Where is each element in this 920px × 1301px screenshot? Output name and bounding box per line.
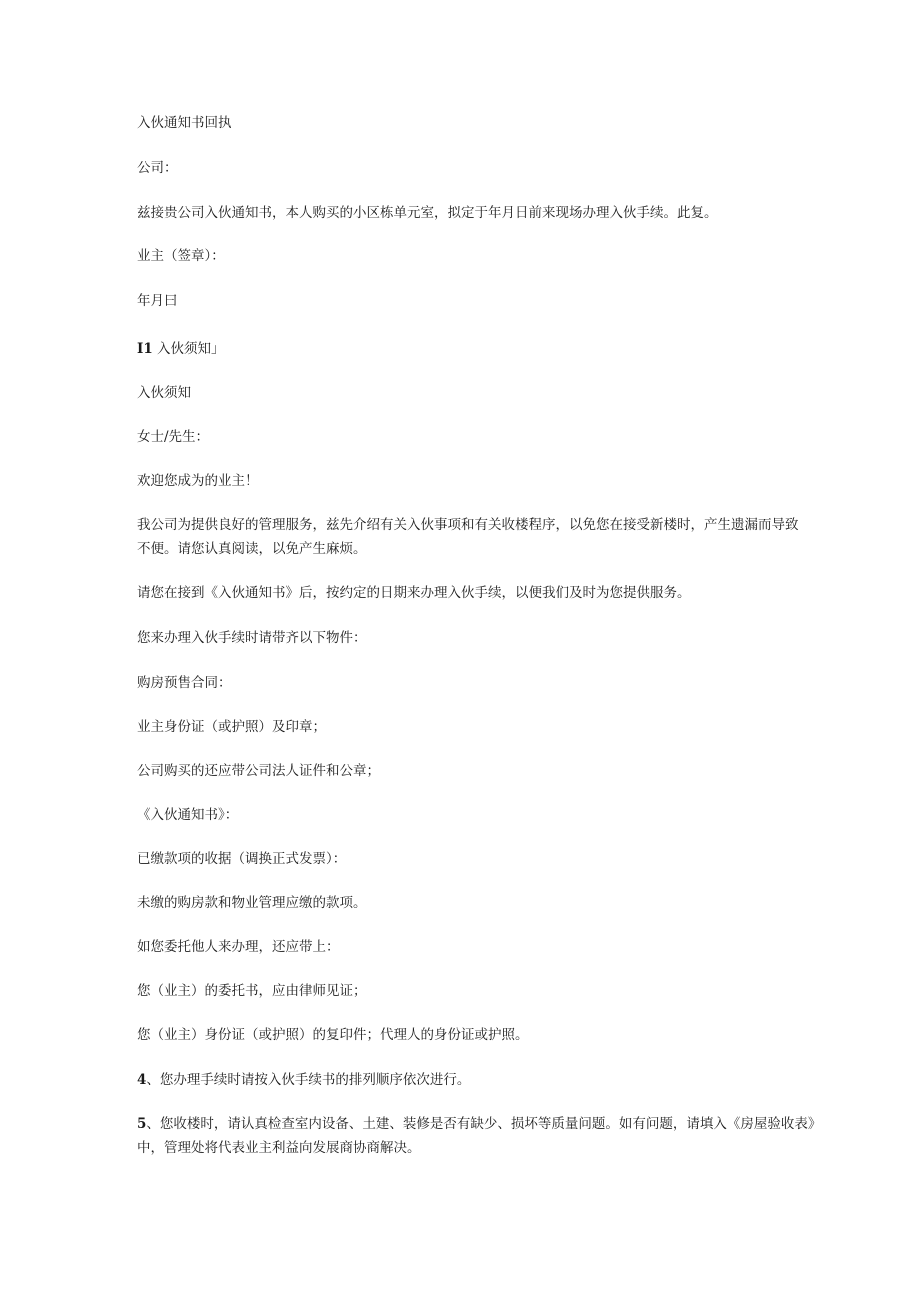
date-line: 年月曰: [137, 293, 178, 309]
items-intro: 您来办理入伙手续时请带齐以下物件：: [137, 630, 367, 646]
receipt-body: 兹接贵公司入伙通知书，本人购买的小区栋单元室，拟定于年月日前来现场办理入伙手续。此复。: [137, 205, 718, 221]
intro-paragraph-line-2: 不便。请您认真阅读，以免产生麻烦。: [137, 541, 367, 557]
list-item: 已缴款项的收据（调换正式发票）：: [137, 851, 347, 867]
list-item: 业主身份证（或护照）及印章；: [137, 719, 326, 735]
point-4-number: 4: [137, 1072, 147, 1088]
receipt-title: 入伙通知书回执: [137, 115, 232, 131]
list-item: 《入伙通知书》：: [137, 807, 239, 823]
delegate-list-item: 您（业主）的委托书，应由律师见证；: [137, 983, 367, 999]
section-marker: I1: [137, 341, 153, 357]
point-4: [137, 1069, 787, 1091]
list-item: 公司购买的还应带公司法人证件和公章；: [137, 763, 380, 779]
owner-signature-line: 业主（签章）：: [137, 248, 225, 264]
salutation: 女士/先生：: [137, 429, 210, 445]
list-item: 购房预售合同：: [137, 675, 232, 691]
notice-title: 入伙须知: [137, 385, 191, 401]
instruction-paragraph: 请您在接到《入伙通知书》后，按约定的日期来办理入伙手续，以便我们及时为您提供服务。: [137, 585, 691, 601]
point-5-line-1: [137, 1113, 822, 1135]
section-heading-text: 入伙须知」: [157, 341, 225, 357]
intro-paragraph-line-1: 我公司为提供良好的管理服务，兹先介绍有关入伙事项和有关收楼程序，以免您在接受新楼时，产生遗漏而导致: [137, 517, 799, 533]
welcome-line: 欢迎您成为的业主！: [137, 473, 259, 489]
point-4-text: 、您办理手续时请按入伙手续书的排列顺序依次进行。: [146, 1072, 471, 1088]
delegate-list-item: 您（业主）身份证（或护照）的复印件；代理人的身份证或护照。: [137, 1027, 529, 1043]
point-5-text: 、您收楼时，请认真检查室内设备、土建、装修是否有缺少、损坏等质量问题。如有问题，请填入《房屋验收表》: [146, 1116, 822, 1132]
section-heading: [137, 338, 787, 360]
company-salutation: 公司：: [137, 160, 178, 176]
point-5-line-2: 中，管理处将代表业主利益向发展商协商解决。: [137, 1140, 421, 1156]
list-item: 未缴的购房款和物业管理应缴的款项。: [137, 895, 367, 911]
point-5-number: 5: [137, 1116, 147, 1132]
delegate-intro: 如您委托他人来办理，还应带上：: [137, 939, 340, 955]
